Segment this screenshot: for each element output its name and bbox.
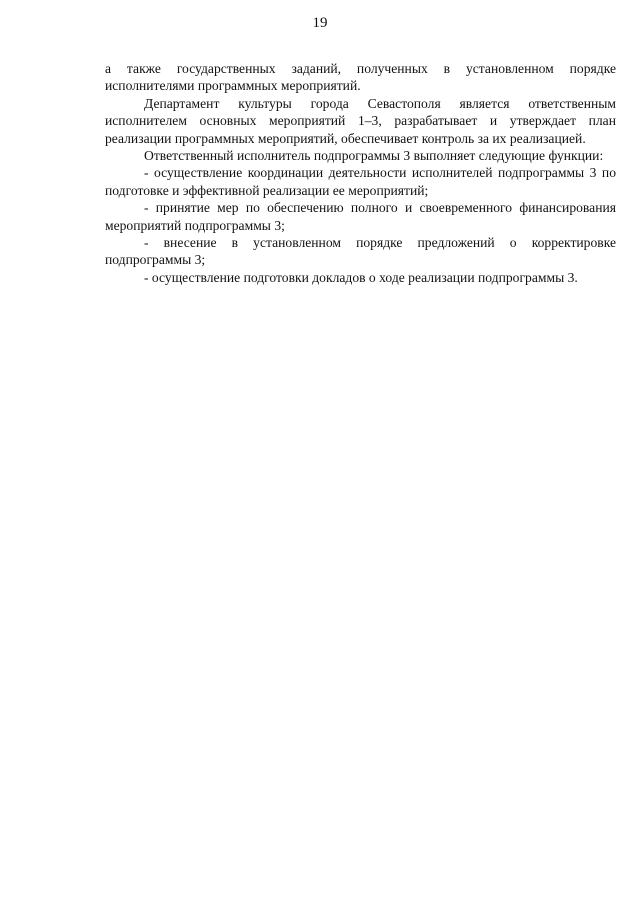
paragraph-responsible-department: Департамент культуры города Севастополя является ответственным исполнителем основных мероприятий 1–3, разрабатывает и утверждает план реализации программных мероприятий, обеспечивает контроль за их реализацией. [105, 95, 616, 146]
document-body [105, 60, 616, 286]
page-number: 19 [312, 15, 328, 31]
list-item-financing: - принятие мер по обеспечению полного и своевременного финансирования мероприятий подпрограммы 3; [105, 200, 616, 233]
list-item-adjustment-proposals: - внесение в установленном порядке предложений о корректировке подпрограммы 3; [105, 235, 616, 268]
list-item-coordination: - осуществление координации деятельности исполнителей подпрограммы 3 по подготовке и эффективной реализации ее мероприятий; [105, 165, 616, 198]
list-item-progress-reports: - осуществление подготовки докладов о ходе реализации подпрограммы 3. [144, 269, 578, 285]
paragraph-functions-intro: Ответственный исполнитель подпрограммы 3 выполняет следующие функции: [144, 148, 604, 164]
paragraph-continuation: а также государственных заданий, полученных в установленном порядке исполнителями программных мероприятий. [105, 61, 616, 94]
